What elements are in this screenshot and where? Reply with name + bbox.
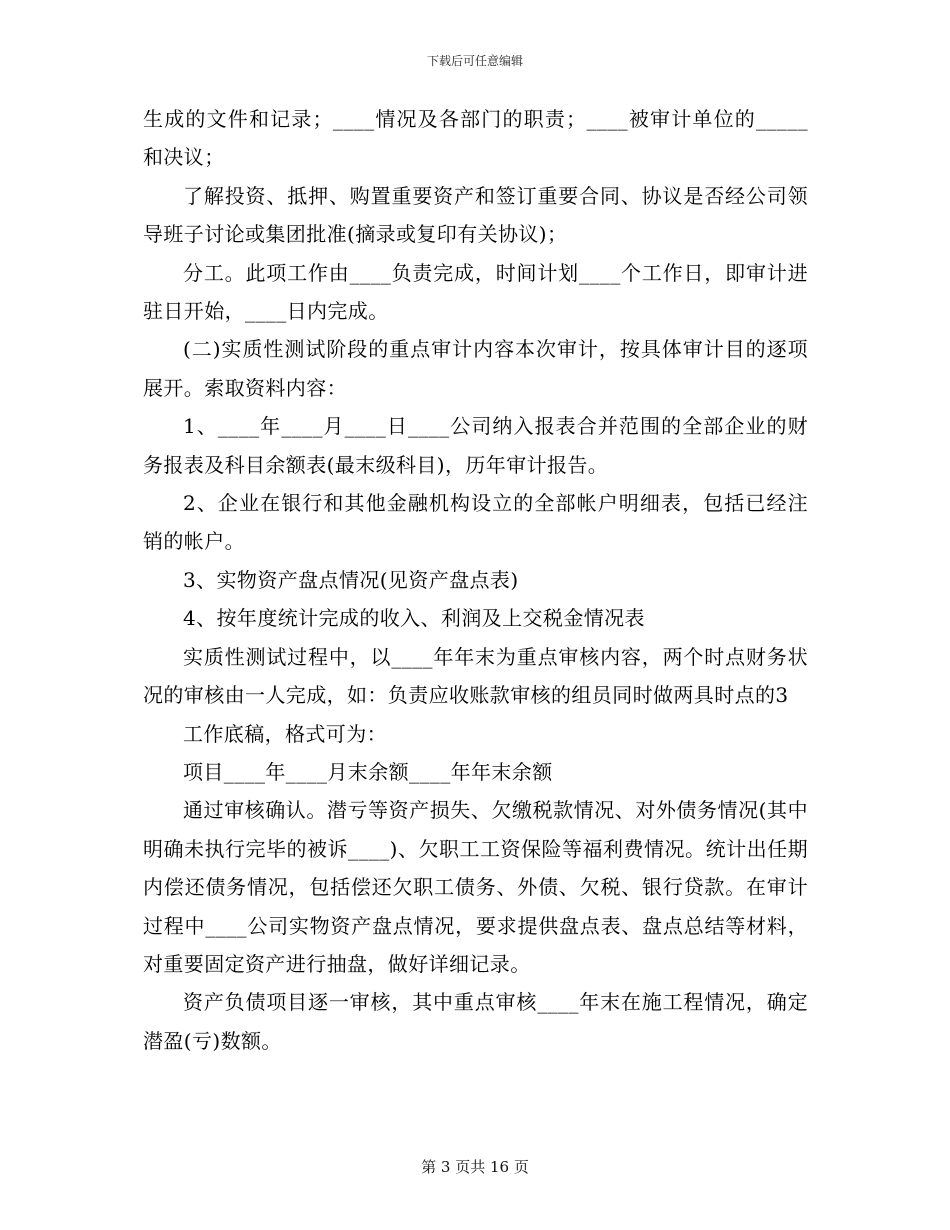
paragraph: 通过审核确认。潜亏等资产损失、欠缴税款情况、对外债务情况(其中明确未执行完毕的被诉____)、欠职工工资保险等福利费情况。统计出任期内偿还债务情况，包括偿还欠职工债务、外债、欠税、银行贷款。在审计过程中____公司实物资产盘点情况，要求提供盘点表、盘点总结等材料，对重要固定资产进行抽盘，做好详细记录。 [143, 798, 808, 976]
list-item: 3、实物资产盘点情况(见资产盘点表) [183, 567, 519, 592]
paragraph: 了解投资、抵押、购置重要资产和签订重要合同、协议是否经公司领导班子讨论或集团批准(摘录或复印有关协议)； [143, 183, 808, 247]
paragraph: 项目____年____月末余额____年年末余额 [183, 759, 553, 784]
paragraph: 资产负债项目逐一审核，其中重点审核____年末在施工程情况，确定潜盈(亏)数额。 [143, 990, 808, 1053]
list-item: 1、____年____月____日____公司纳入报表合并范围的全部企业的财务报表及科目余额表(最末级科目)，历年审计报告。 [143, 414, 808, 477]
paragraph: 生成的文件和记录；____情况及各部门的职责；____被审计单位的_____和决议； [143, 107, 808, 170]
page-footer: 第 3 页共 16 页 [421, 1158, 529, 1176]
list-item: 2、企业在银行和其他金融机构设立的全部帐户明细表，包括已经注销的帐户。 [143, 491, 808, 554]
paragraph: 分工。此项工作由____负责完成，时间计划____个工作日，即审计进驻日开始，____日内完成。 [143, 260, 808, 324]
paragraph: 实质性测试过程中，以____年年末为重点审核内容，两个时点财务状况的审核由一人完成，如：负责应收账款审核的组员同时做两具时点的3 [143, 644, 808, 708]
list-item: 4、按年度统计完成的收入、利润及上交税金情况表 [183, 606, 645, 631]
paragraph: 工作底稿，格式可为： [183, 721, 387, 746]
page-header: 下载后可任意编辑 [426, 54, 523, 68]
document-body [143, 100, 808, 1060]
paragraph: (二)实质性测试阶段的重点审计内容本次审计，按具体审计目的逐项展开。索取资料内容： [143, 337, 808, 400]
